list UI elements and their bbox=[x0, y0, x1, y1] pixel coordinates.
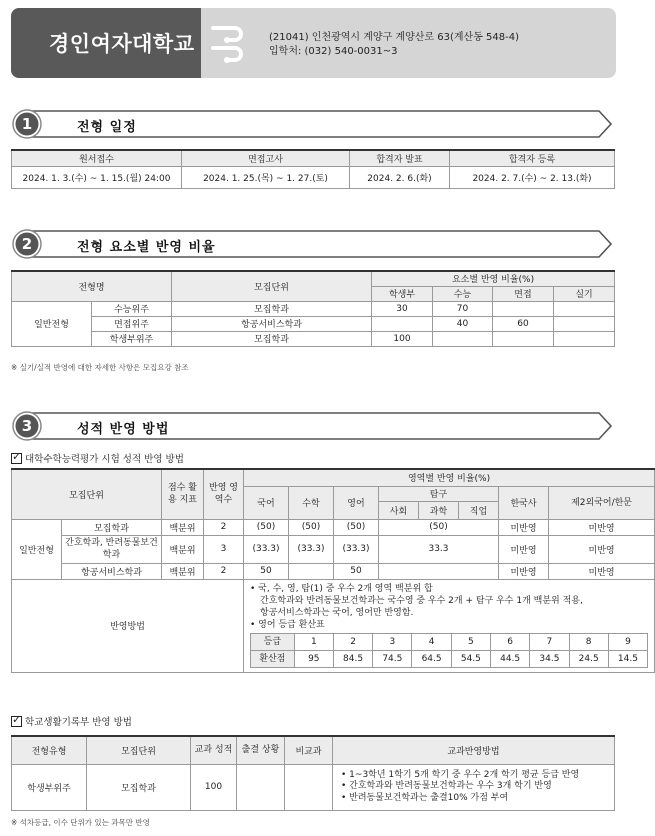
checkbox-icon bbox=[11, 716, 22, 727]
csat-eng: 50 bbox=[334, 563, 379, 579]
csat-kor: (33.3) bbox=[244, 535, 289, 563]
record-header: 교과반영방법 bbox=[333, 736, 615, 764]
method-line: 항공서비스학과는 국어, 영어만 반영함. bbox=[260, 607, 414, 618]
schedule-table bbox=[11, 149, 615, 189]
method-line: 간호학과와 반려동물보건학과는 국수영 중 우수 2개 + 탐구 우수 1개 백분위 적용, bbox=[260, 595, 583, 606]
csat-header-job: 직업 bbox=[459, 501, 499, 519]
section-title-ratio bbox=[11, 228, 614, 260]
csat-subtitle-text: 대학수학능력평가 시험 성적 반영 방법 bbox=[25, 454, 184, 465]
ratio-value: 40 bbox=[433, 316, 493, 331]
record-header: 출결 상황 bbox=[237, 736, 285, 764]
record-header: 교과 성적 bbox=[191, 736, 237, 764]
record-subtitle bbox=[11, 714, 132, 728]
english-grade-table bbox=[250, 633, 648, 668]
record-method-text: 간호학과와 반려동물보건학과는 우수 3개 학기 반영 bbox=[349, 781, 552, 792]
ratio-value: 100 bbox=[372, 331, 433, 346]
ratio-value bbox=[554, 301, 615, 316]
record-method-line: • 1~3학년 1학기 5개 학기 중 우수 2개 학기 평균 등급 반영 bbox=[341, 769, 580, 780]
record-header: 모집단위 bbox=[87, 736, 191, 764]
csat-math bbox=[289, 563, 334, 579]
record-header: 전형유형 bbox=[12, 736, 87, 764]
ratio-value bbox=[493, 301, 554, 316]
grade-cell: 9 bbox=[608, 633, 647, 650]
points-cell: 95 bbox=[294, 650, 333, 667]
csat-inquiry bbox=[379, 563, 499, 579]
record-methods bbox=[333, 764, 615, 810]
school-header bbox=[11, 8, 616, 78]
csat-lang: 미반영 bbox=[549, 563, 655, 579]
csat-unit: 모집학과 bbox=[62, 519, 162, 535]
csat-inquiry: 33.3 bbox=[379, 535, 499, 563]
ratio-value: 30 bbox=[372, 301, 433, 316]
csat-kor: (50) bbox=[244, 519, 289, 535]
points-cell: 14.5 bbox=[608, 650, 647, 667]
csat-kor: 50 bbox=[244, 563, 289, 579]
section-label: 전형 요소별 반영 비율 bbox=[77, 240, 216, 255]
method-line-text: 영어 등급 환산표 bbox=[258, 619, 325, 630]
ratio-col-header: 실기 bbox=[554, 286, 615, 301]
csat-history: 미반영 bbox=[499, 519, 549, 535]
schedule-value: 2024. 1. 3.(수) ~ 1. 15.(월) 24:00 bbox=[12, 166, 182, 188]
csat-header-group: 영역별 반영 비율(%) bbox=[244, 469, 655, 486]
csat-score: 백분위 bbox=[162, 519, 204, 535]
points-cell: 84.5 bbox=[333, 650, 372, 667]
record-method-text: 반려동물보건학과는 출결10% 가점 부여 bbox=[349, 792, 509, 803]
csat-header-social: 사회 bbox=[379, 501, 419, 519]
record-attend bbox=[237, 764, 285, 810]
points-cell: 74.5 bbox=[373, 650, 412, 667]
csat-header-lang: 제2외국어/한문 bbox=[549, 486, 655, 519]
csat-eng: (50) bbox=[334, 519, 379, 535]
schedule-header: 원서접수 bbox=[12, 150, 182, 166]
schedule-header: 합격자 등록 bbox=[450, 150, 615, 166]
csat-math: (50) bbox=[289, 519, 334, 535]
csat-header-math: 수학 bbox=[289, 486, 334, 519]
points-cell: 34.5 bbox=[530, 650, 569, 667]
section-title-schedule bbox=[11, 108, 614, 140]
section-number: 1 bbox=[21, 115, 33, 133]
csat-count: 2 bbox=[204, 519, 244, 535]
schedule-value: 2024. 2. 7.(수) ~ 2. 13.(화) bbox=[450, 166, 615, 188]
ratio-col-header: 면접 bbox=[493, 286, 554, 301]
grade-cell: 3 bbox=[373, 633, 412, 650]
method-line-text: 국, 수, 영, 탐(1) 중 우수 2개 영역 백분위 합 bbox=[258, 583, 433, 594]
points-label: 환산점 bbox=[251, 650, 295, 667]
section-label: 전형 일정 bbox=[77, 120, 137, 135]
csat-lang: 미반영 bbox=[549, 519, 655, 535]
ratio-unit: 모집학과 bbox=[172, 331, 372, 346]
grade-cell: 8 bbox=[569, 633, 608, 650]
method-line: • 국, 수, 영, 탐(1) 중 우수 2개 영역 백분위 합 bbox=[250, 583, 433, 594]
csat-header-score: 점수 활용 지표 bbox=[162, 469, 204, 519]
ratio-value bbox=[554, 316, 615, 331]
ratio-header-group: 요소별 반영 비율(%) bbox=[372, 271, 615, 286]
ratio-value: 60 bbox=[493, 316, 554, 331]
record-extra bbox=[285, 764, 333, 810]
grade-cell: 6 bbox=[491, 633, 530, 650]
section-number: 2 bbox=[21, 235, 33, 253]
record-method-line: • 반려동물보건학과는 출결10% 가점 부여 bbox=[341, 792, 509, 803]
grade-cell: 4 bbox=[412, 633, 451, 650]
record-method-line: • 간호학과와 반려동물보건학과는 우수 3개 학기 반영 bbox=[341, 781, 552, 792]
ratio-sub-type: 수능위주 bbox=[92, 301, 172, 316]
csat-math: (33.3) bbox=[289, 535, 334, 563]
csat-header-unit: 모집단위 bbox=[12, 469, 162, 519]
csat-header-count: 반영 영역수 bbox=[204, 469, 244, 519]
record-grade: 100 bbox=[191, 764, 237, 810]
record-method-text: 1~3학년 1학기 5개 학기 중 우수 2개 학기 평균 등급 반영 bbox=[349, 769, 580, 780]
csat-unit: 간호학과, 반려동물보건학과 bbox=[62, 535, 162, 563]
school-phone: 입학처: (032) 540-0031~3 bbox=[269, 46, 398, 57]
record-header: 비교과 bbox=[285, 736, 333, 764]
section-label: 성적 반영 방법 bbox=[77, 422, 170, 437]
record-subtitle-text: 학교생활기록부 반영 방법 bbox=[25, 717, 132, 728]
ratio-value: 70 bbox=[433, 301, 493, 316]
csat-header-history: 한국사 bbox=[499, 486, 549, 519]
ratio-value bbox=[372, 316, 433, 331]
ratio-col-header: 학생부 bbox=[372, 286, 433, 301]
grade-cell: 1 bbox=[294, 633, 333, 650]
csat-table bbox=[11, 468, 655, 673]
method-line: • 영어 등급 환산표 bbox=[250, 619, 325, 630]
csat-score: 백분위 bbox=[162, 535, 204, 563]
record-type: 학생부위주 bbox=[12, 764, 87, 810]
ratio-header-type: 전형명 bbox=[12, 271, 172, 301]
school-address: (21041) 인천광역시 계양구 계양산로 63(계산동 548-4) bbox=[269, 32, 519, 43]
school-name-panel bbox=[11, 8, 201, 78]
ratio-value bbox=[493, 331, 554, 346]
school-contact bbox=[269, 31, 519, 59]
school-name: 경인여자대학교 bbox=[49, 32, 195, 56]
csat-count: 3 bbox=[204, 535, 244, 563]
csat-score: 백분위 bbox=[162, 563, 204, 579]
csat-history: 미반영 bbox=[499, 563, 549, 579]
csat-method-label: 반영방법 bbox=[12, 579, 244, 672]
schedule-header: 합격자 발표 bbox=[350, 150, 450, 166]
grade-cell: 5 bbox=[451, 633, 490, 650]
csat-history: 미반영 bbox=[499, 535, 549, 563]
ratio-value bbox=[433, 331, 493, 346]
ratio-col-header: 수능 bbox=[433, 286, 493, 301]
record-note: ※ 석차등급, 이수 단위가 있는 과목만 반영 bbox=[11, 818, 150, 827]
ratio-value bbox=[554, 331, 615, 346]
csat-count: 2 bbox=[204, 563, 244, 579]
schedule-value: 2024. 2. 6.(화) bbox=[350, 166, 450, 188]
ratio-sub-type: 면접위주 bbox=[92, 316, 172, 331]
binder-hooks-icon bbox=[209, 18, 254, 70]
grade-cell: 7 bbox=[530, 633, 569, 650]
grade-cell: 2 bbox=[333, 633, 372, 650]
ratio-table bbox=[11, 270, 615, 347]
csat-type-name: 일반전형 bbox=[12, 519, 62, 579]
record-unit: 모집학과 bbox=[87, 764, 191, 810]
schedule-header: 면접고사 bbox=[182, 150, 350, 166]
points-cell: 24.5 bbox=[569, 650, 608, 667]
csat-header-kor: 국어 bbox=[244, 486, 289, 519]
ratio-unit: 모집학과 bbox=[172, 301, 372, 316]
csat-inquiry: (50) bbox=[379, 519, 499, 535]
record-table bbox=[11, 735, 615, 811]
points-cell: 64.5 bbox=[412, 650, 451, 667]
csat-subtitle bbox=[11, 451, 184, 465]
ratio-header-unit: 모집단위 bbox=[172, 271, 372, 301]
section-title-grades bbox=[11, 410, 614, 442]
ratio-unit: 항공서비스학과 bbox=[172, 316, 372, 331]
csat-method-content bbox=[244, 579, 655, 672]
csat-header-inquiry: 탐구 bbox=[379, 486, 499, 501]
section-number: 3 bbox=[21, 417, 33, 435]
points-cell: 54.5 bbox=[451, 650, 490, 667]
grade-label: 등급 bbox=[251, 633, 295, 650]
csat-unit: 항공서비스학과 bbox=[62, 563, 162, 579]
csat-header-science: 과학 bbox=[419, 501, 459, 519]
csat-eng: (33.3) bbox=[334, 535, 379, 563]
points-cell: 44.5 bbox=[491, 650, 530, 667]
schedule-value: 2024. 1. 25.(목) ~ 1. 27.(토) bbox=[182, 166, 350, 188]
checkbox-icon bbox=[11, 453, 22, 464]
ratio-note: ※ 실기/실적 반영에 대한 자세한 사항은 모집요강 참조 bbox=[11, 363, 189, 372]
csat-header-eng: 영어 bbox=[334, 486, 379, 519]
ratio-sub-type: 학생부위주 bbox=[92, 331, 172, 346]
ratio-type-name: 일반전형 bbox=[12, 301, 92, 346]
csat-lang: 미반영 bbox=[549, 535, 655, 563]
